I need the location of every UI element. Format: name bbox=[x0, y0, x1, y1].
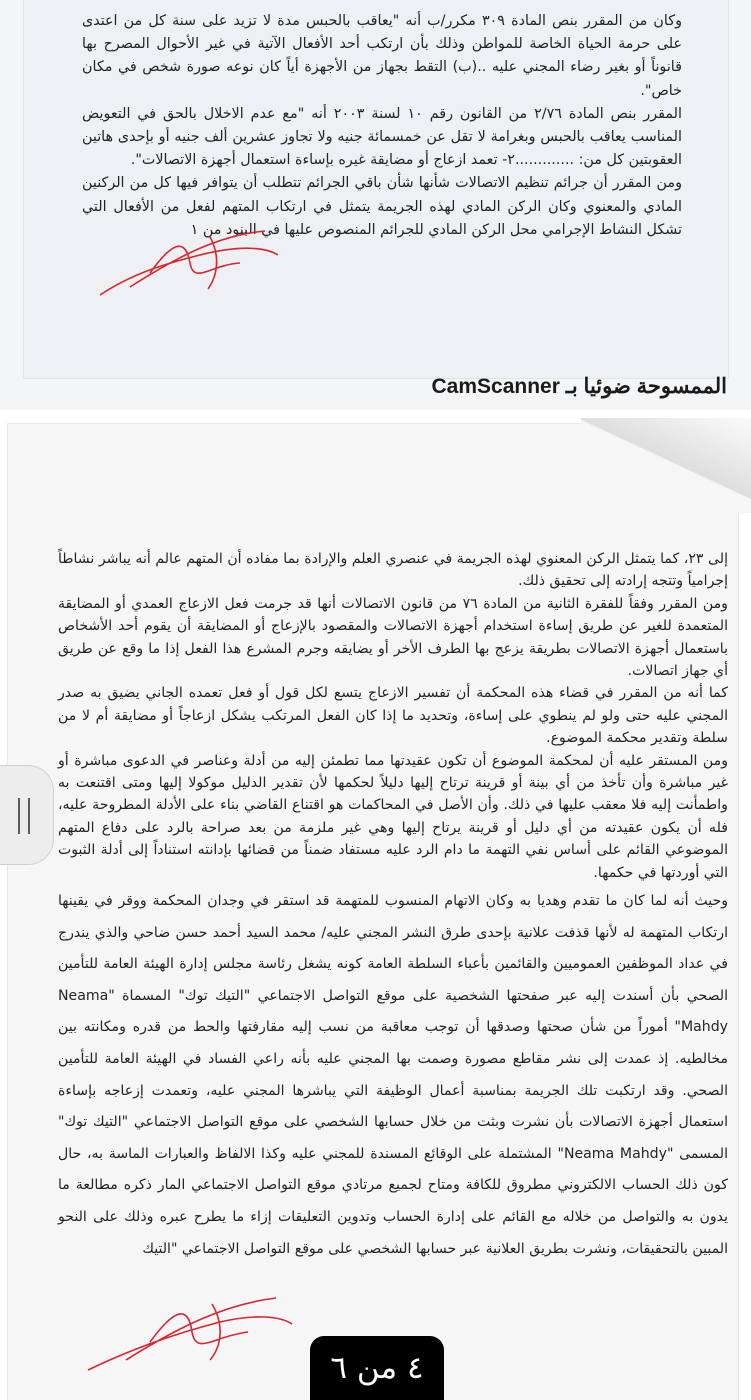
paragraph: وكان من المقرر بنص المادة ٣٠٩ مكرر/ب أنه "يعاقب بالحبس مدة لا تزيد على سنة كل من اعتدى على حرمة الحياة الخاصة للمواطن وذلك بأن ارتكب أحد الأفعال الآتية في غير الأحوال المصرح بها قانوناً أو بغير رضاء المجني عليه ..(ب) التقط بجهاز من الأجهزة أياً كان نوعه صورة شخص في مكان خاص". bbox=[82, 13, 682, 99]
paragraph bbox=[58, 886, 728, 1265]
paragraph: المقرر بنص المادة ٢/٧٦ من القانون رقم ١٠ لسنة ٢٠٠٣ أنه "مع عدم الاخلال بالحق في التعويض المناسب يعاقب بالحبس وبغرامة لا تقل عن خمسمائة جنيه ولا تجاوز عشرين ألف جنيه أو بإحدى هاتين العقوبتين كل من: .............٢- تعمد ازعاج أو مضايقة غيره بإساءة استعمال أجهزة الاتصالات". bbox=[82, 105, 682, 169]
page-fold-shadow bbox=[581, 418, 751, 513]
page-2-body-text-lower bbox=[58, 886, 728, 1265]
paragraph-text: " أموراً من شأن صحتها وصدقها أن توجب معاقبة من نسب إليه مقارفتها والحط من قدره ومكانته بين مخالطيه. إذ عمدت إلى نشر مقاطع مصورة وصمت بها المجني عليه بأنه راعي الفساد في الهيئة العامة للتأمين الصحي. وقد ارتكبت تلك الجريمة بمناسبة أعمال الوظيفة التي يباشرها المجني عليه، وتعمدت إزعاجه بإساءة استعمال أجهزة الاتصالات بأن نشرت وبثت من خلال حسابها الشخصي على موقع التواصل الاجتماعي "التيك توك" المسمى " bbox=[58, 1019, 728, 1162]
account-name: Neama Mahdy bbox=[563, 1145, 667, 1162]
paragraph: إلى ٢٣، كما يتمثل الركن المعنوي لهذه الجريمة في عنصري العلم والإرادة بما مفاده أن المتهم عالم أنه يباشر نشاطاً إجرامياً وتتجه إرادته إلى تحقيق ذلك. bbox=[58, 551, 728, 590]
side-drawer-handle[interactable] bbox=[0, 765, 54, 865]
page-2-body-text-upper bbox=[58, 548, 728, 884]
paragraph-text: " المشتملة على الوقائع المسندة للمجني عليه وكذا الالفاظ والعبارات الماسة به، حال كون ذلك الحساب الالكتروني مطروق للكافة ومتاح لجميع مرتادي موقع التواصل الاجتماعي المار ذكره مطالعة ما يدون به والتواصل من خلاله مع القائم على إدارة الحساب وتدوين التعليقات إزاء ما يطرح عبره وذلك على النحو المبين بالتحقيقات، ونشرت بطريق العلانية عبر حسابها الشخصي على موقع التواصل الاجتماعي "التيك bbox=[58, 1145, 728, 1257]
account-name: Neama Mahdy bbox=[58, 987, 728, 1036]
paragraph-text: وحيث أنه لما كان ما تقدم وهديا به وكان الاتهام المنسوب للمتهمة قد استقر في وجدان المحكمة ووقر في يقينها ارتكاب المتهمة له لأنها قذفت علانية بإحدى طرق النشر المجني عليه/ محمد السيد أحمد حسن ضاحي والذي يندرج في عداد الموظفين العموميين والقائمين بأعباء السلطة العامة كونه يشغل رئاسة مجلس إدارة الهيئة العامة للتأمين الصحي بأن أسندت إليه عبر صفحتها الشخصية على موقع التواصل الاجتماعي "التيك توك" المسماة " bbox=[58, 893, 728, 1004]
handle-grip-icon bbox=[18, 798, 20, 834]
scanned-page-1 bbox=[0, 0, 751, 410]
page-1-body-text bbox=[82, 10, 682, 242]
paragraph: ومن المقرر أن جرائم تنظيم الاتصالات شأنها شأن باقي الجرائم تتطلب أن يتوافر فيها كل من الركنين المادي والمعنوي وكان الركن المادي لهذه الجريمة يتمثل في ارتكاب المتهم لفعل من الأفعال التي تشكل النشاط الإجرامي محل الركن المادي للجرائم المنصوص عليها في البنود من ١ bbox=[82, 175, 682, 238]
camscanner-watermark: الممسوحة ضوئيا بـ CamScanner bbox=[431, 375, 727, 398]
paragraph: كما أنه من المقرر في قضاء هذه المحكمة أن تفسير الازعاج يتسع لكل قول أو فعل تعمده الجاني يضيق به صدر المجني عليه حتى ولو لم ينطوي على إساءة، وتحديد ما إذا كان الفعل المرتكب يشكل ازعاجاً أو مضايقة أم لا من سلطة وتقدير محكمة الموضوع. bbox=[58, 685, 728, 747]
handle-grip-icon bbox=[28, 798, 30, 834]
paragraph: ومن المستقر عليه أن لمحكمة الموضوع أن تكون عقيدتها مما تطمئن إليه من أدلة وعناصر في الدعوى مباشرة أو غير مباشرة وأن تأخذ من أي بينة أو قرينة ترتاح إليها دليلاً لحكمها لأن تقدير الدليل موكولا إليها ومتى اقتنعت به واطمأنت إليه فلا معقب عليها في ذلك. وأن الأصل في المحاكمات هو اقتناع القاضي بناء على الأدلة المطروحة عليه، فله أن يكون عقيدته من أي دليل أو قرينة يرتاح إليها وهي غير ملزمة من بعد صراحة بالرد على دفاع المتهم الموضوعي القائم على أساس نفي التهمة ما دام الرد عليه مستفاد ضمناً من قضائها بإدانته استناداً إلى أدلة الثبوت التي أوردتها في حكمها. bbox=[58, 752, 728, 881]
page-indicator: ٤ من ٦ bbox=[310, 1336, 444, 1400]
paragraph: ومن المقرر وفقاً للفقرة الثانية من المادة ٧٦ من قانون الاتصالات أنها قد جرمت فعل الازعاج العمدي أو المضايقة المتعمدة للغير عن طريق إساءة استخدام أجهزة الاتصالات والمقصود بالإزعاج أو المضايقة أن يقوم أحد الأشخاص باستعمال أجهزة الاتصالات بطريقة يزعج بها الطرف الأخر أو يضايقه وجرم المشرع هذا الفعل إذا ما وقع عن طريق أي جهاز اتصالات. bbox=[58, 595, 728, 680]
